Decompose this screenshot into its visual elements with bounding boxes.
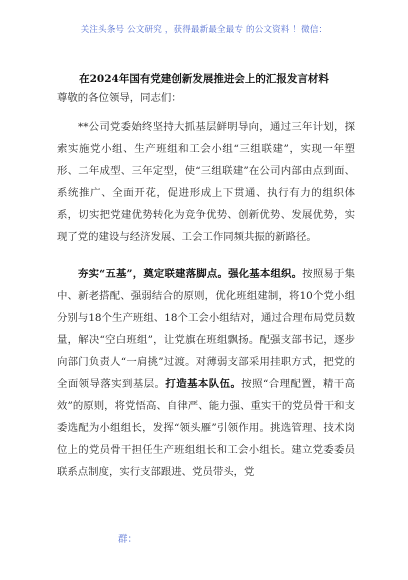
- document-title: 在2024年国有党建创新发展推进会上的汇报发言材料: [79, 73, 329, 85]
- header-promo-note: 关注头条号 公文研究 ，获得最新最全最专 的公文资料 ！微信：: [80, 25, 328, 35]
- paragraph-2-lead-2: 打造基本队伍。: [165, 378, 242, 390]
- paragraph-2-lead: 夯实“五基”，奠定联建落脚点。强化基本组织。: [78, 268, 303, 280]
- paragraph-2-text-1: 按照易于集中、新老搭配、强弱结合的原则，优化班组建制，将10个党小组分别与18个生产班组、18个工会小组结对，通过合理布局党员数量，解决“空白班组”，让党旗在班组飘扬。配强支部书记，逐步向部门负责人“一肩挑”过渡。对薄弱支部采用挂职方式，把党的全面领导落实到基层。: [57, 268, 355, 390]
- salutation: 尊敬的各位领导，同志们：: [57, 92, 182, 104]
- paragraph-1: **公司党委始终坚持大抓基层鲜明导向，通过三年计划，探索实施党小组、生产班组和工会小组“三组联建”，实现一年塑形、二年成型、三年定型，使“三组联建”在公司内部由点到面、系统推广、全面开花，促进形成上下贯通、执行有力的组织体系，切实把党建优势转化为竞争优势、创新优势、发展优势，实现了党的建设与经济发展、工会工作同频共振的新路径。: [57, 121, 355, 243]
- paragraph-2: [57, 263, 355, 483]
- footer-group-note: 群：: [118, 534, 138, 545]
- paragraph-2-text-2: 按照“合理配置，精干高效”的原则，将党悟高、自律严、能力强、重实干的党员骨干和支委选配为小组组长，发挥“领头雁”引领作用。挑选管理、技术岗位上的党员骨干担任生产班组组长和工会小组长。建立党委委员联系点制度，实行支部跟进、党员带头，党: [57, 378, 356, 478]
